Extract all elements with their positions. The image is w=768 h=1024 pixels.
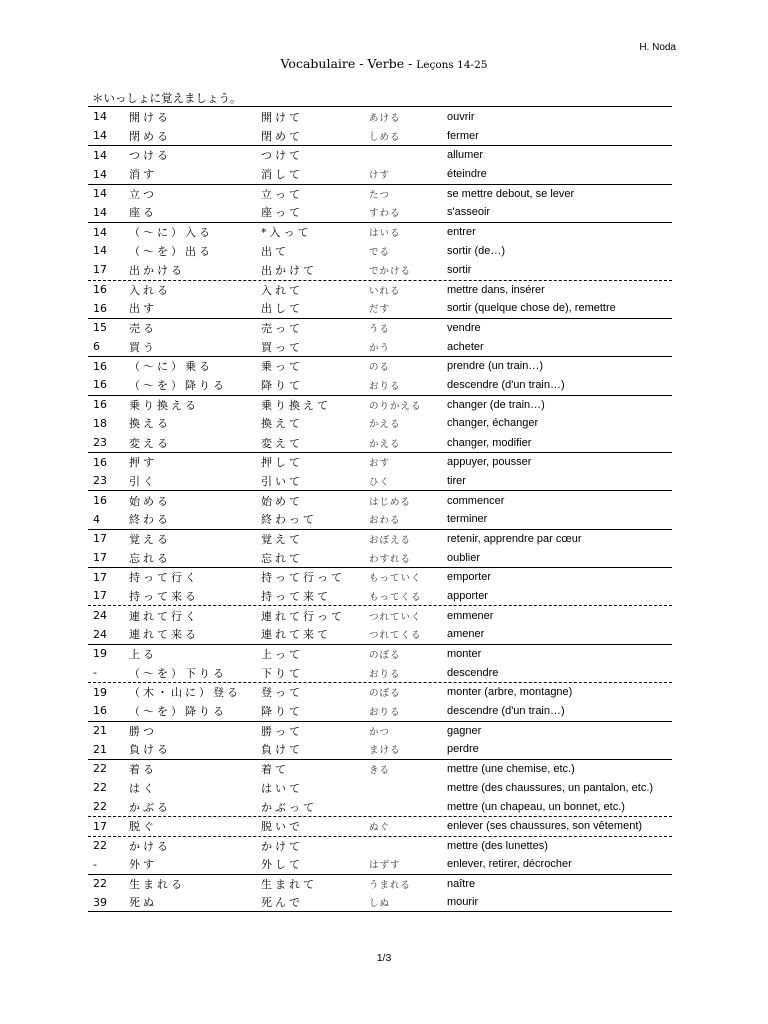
french-meaning: éteindre: [447, 168, 487, 181]
lesson-number: 17: [93, 570, 107, 584]
lesson-number: 14: [93, 129, 107, 143]
lesson-number: 16: [93, 494, 107, 508]
dictionary-form: 立つ: [129, 187, 157, 201]
french-meaning: changer, échanger: [447, 417, 539, 430]
te-form: 降りて: [261, 378, 303, 392]
french-meaning: fermer: [447, 129, 479, 142]
lesson-number: 17: [93, 263, 107, 277]
te-form: 引いて: [261, 474, 303, 488]
french-meaning: acheter: [447, 340, 484, 353]
french-meaning: retenir, apprendre par cœur: [447, 532, 582, 545]
dictionary-form: 忘れる: [129, 551, 171, 565]
table-row: [88, 663, 672, 682]
te-form: 生まれて: [261, 877, 317, 891]
kana-reading: おりる: [369, 668, 401, 680]
te-form: 持って行って: [261, 571, 345, 585]
dictionary-form: 乗り換える: [129, 398, 199, 412]
dictionary-form: （〜を）出る: [129, 244, 213, 258]
dictionary-form: 始める: [129, 494, 171, 508]
kana-reading: でる: [369, 246, 391, 258]
french-meaning: emmener: [447, 609, 494, 622]
lesson-number: 19: [93, 647, 107, 661]
lesson-number: 22: [93, 839, 107, 853]
lesson-number: 14: [93, 244, 107, 258]
lesson-number: 16: [93, 283, 107, 297]
lesson-number: 16: [93, 301, 107, 315]
table-row: [88, 318, 672, 337]
lesson-number: -: [93, 857, 97, 871]
table-row: [88, 586, 672, 605]
table-row: [88, 433, 672, 452]
french-meaning: gagner: [447, 724, 482, 737]
te-form: 出かけて: [261, 263, 317, 277]
dictionary-form: 持って行く: [129, 571, 199, 585]
dictionary-form: かぶる: [129, 800, 171, 814]
french-meaning: mourir: [447, 896, 479, 909]
te-form: 売って: [261, 321, 303, 335]
table-row: [88, 567, 672, 586]
table-row: [88, 759, 672, 778]
dictionary-form: 連れて行く: [129, 609, 199, 623]
french-meaning: vendre: [447, 321, 481, 334]
te-form: 消して: [261, 168, 303, 182]
lesson-number: 17: [93, 819, 107, 833]
te-form: 出て: [261, 244, 289, 258]
te-form: 立って: [261, 187, 303, 201]
lesson-number: 16: [93, 704, 107, 718]
table-row: [88, 337, 672, 356]
kana-reading: すわる: [369, 208, 401, 220]
table-row: [88, 375, 672, 394]
table-row: [88, 682, 672, 701]
te-form: 押して: [261, 456, 303, 470]
dictionary-form: 変える: [129, 436, 171, 450]
kana-reading: つれてくる: [369, 630, 422, 642]
french-meaning: enlever (ses chaussures, son vêtement): [447, 820, 643, 833]
te-form: 下りて: [261, 666, 303, 680]
table-row: [88, 548, 672, 567]
table-row: [88, 797, 672, 816]
te-form: 連れて来て: [261, 628, 331, 642]
page-title: [0, 56, 768, 71]
te-form: はいて: [261, 781, 303, 795]
te-form: 脱いで: [261, 820, 303, 834]
dictionary-form: 出かける: [129, 263, 185, 277]
table-row: [88, 145, 672, 164]
french-meaning: apporter: [447, 589, 488, 602]
te-form: 開けて: [261, 110, 303, 124]
te-form: 死んで: [261, 896, 303, 910]
kana-reading: かつ: [369, 726, 391, 738]
te-form: 終わって: [261, 513, 317, 527]
table-row: [88, 107, 672, 126]
table-row: [88, 855, 672, 874]
te-form: 買って: [261, 340, 303, 354]
te-form: 上って: [261, 647, 303, 661]
kana-reading: うる: [369, 323, 391, 335]
french-meaning: descendre (d'un train…): [447, 704, 565, 717]
te-form: *入って: [261, 226, 312, 240]
dictionary-form: 負ける: [129, 743, 171, 757]
lesson-number: 16: [93, 378, 107, 392]
dictionary-form: 押す: [129, 456, 157, 470]
title-main: Vocabulaire - Verbe -: [280, 56, 417, 71]
table-row: [88, 625, 672, 644]
kana-reading: のぼる: [369, 649, 401, 661]
french-meaning: monter: [447, 647, 482, 660]
dictionary-form: 生まれる: [129, 877, 185, 891]
table-row: [88, 126, 672, 145]
kana-reading: たつ: [369, 189, 391, 201]
table-row: [88, 893, 672, 912]
lesson-number: 18: [93, 416, 107, 430]
table-row: [88, 605, 672, 624]
kana-reading: かえる: [369, 438, 401, 450]
dictionary-form: （〜を）降りる: [129, 704, 227, 718]
kana-reading: はいる: [369, 228, 401, 240]
table-row: [88, 874, 672, 893]
lesson-number: 14: [93, 225, 107, 239]
lesson-number: 14: [93, 187, 107, 201]
french-meaning: oublier: [447, 551, 481, 564]
french-meaning: perdre: [447, 743, 479, 756]
french-meaning: mettre (des chaussures, un pantalon, etc.): [447, 781, 654, 794]
dictionary-form: （〜に）乗る: [129, 360, 213, 374]
dictionary-form: かける: [129, 839, 171, 853]
dictionary-form: 買う: [129, 340, 157, 354]
kana-reading: まける: [369, 745, 401, 757]
kana-reading: つれていく: [369, 611, 422, 623]
kana-reading: おす: [369, 458, 391, 470]
vocabulary-table: [88, 106, 672, 912]
lesson-number: 14: [93, 110, 107, 124]
french-meaning: commencer: [447, 494, 505, 507]
table-row: [88, 644, 672, 663]
table-row: [88, 280, 672, 299]
kana-reading: でかける: [369, 265, 412, 277]
dictionary-form: 覚える: [129, 532, 171, 546]
french-meaning: emporter: [447, 571, 492, 584]
te-form: かけて: [261, 839, 303, 853]
kana-reading: きる: [369, 764, 391, 776]
table-row: [88, 778, 672, 797]
lesson-number: 39: [93, 895, 107, 909]
table-row: [88, 299, 672, 318]
dictionary-form: （〜を）降りる: [129, 378, 227, 392]
lesson-number: 4: [93, 512, 100, 526]
dictionary-form: つける: [129, 149, 171, 163]
intro-note: ＊いっしょに覚えましょう。: [92, 91, 242, 105]
te-form: 変えて: [261, 436, 303, 450]
dictionary-form: 入れる: [129, 283, 171, 297]
french-meaning: entrer: [447, 226, 476, 239]
lesson-number: 17: [93, 532, 107, 546]
kana-reading: もってくる: [369, 591, 422, 603]
title-lessons: Leçons 14-25: [416, 59, 488, 71]
lesson-number: 24: [93, 627, 107, 641]
dictionary-form: 外す: [129, 858, 157, 872]
kana-reading: もっていく: [369, 573, 422, 585]
dictionary-form: 連れて来る: [129, 628, 199, 642]
dictionary-form: 売る: [129, 321, 157, 335]
kana-reading: おりる: [369, 380, 401, 392]
lesson-number: 24: [93, 609, 107, 623]
table-row: [88, 529, 672, 548]
te-form: 着て: [261, 762, 289, 776]
kana-reading: かえる: [369, 419, 401, 431]
lesson-number: -: [93, 666, 97, 680]
french-meaning: mettre dans, insérer: [447, 283, 545, 296]
dictionary-form: 終わる: [129, 513, 171, 527]
kana-reading: ぬぐ: [369, 822, 391, 834]
table-row: [88, 816, 672, 835]
table-row: [88, 260, 672, 279]
te-form: 忘れて: [261, 551, 303, 565]
dictionary-form: （木・山に）登る: [129, 686, 241, 700]
dictionary-form: （〜を）下りる: [129, 666, 227, 680]
lesson-number: 21: [93, 724, 107, 738]
kana-reading: ひく: [369, 476, 391, 488]
lesson-number: 22: [93, 877, 107, 891]
french-meaning: descendre (d'un train…): [447, 378, 565, 391]
french-meaning: appuyer, pousser: [447, 456, 532, 469]
kana-reading: のる: [369, 362, 391, 374]
table-row: [88, 490, 672, 509]
table-row: [88, 452, 672, 471]
te-form: 負けて: [261, 743, 303, 757]
kana-reading: うまれる: [369, 879, 412, 891]
dictionary-form: 勝つ: [129, 724, 157, 738]
dictionary-form: 出す: [129, 302, 157, 316]
kana-reading: けす: [369, 170, 391, 182]
kana-reading: のりかえる: [369, 400, 422, 412]
te-form: 外して: [261, 858, 303, 872]
lesson-number: 16: [93, 398, 107, 412]
french-meaning: se mettre debout, se lever: [447, 187, 575, 200]
table-row: [88, 471, 672, 490]
table-row: [88, 222, 672, 241]
dictionary-form: （〜に）入る: [129, 226, 213, 240]
kana-reading: はずす: [369, 860, 401, 872]
kana-reading: あける: [369, 112, 401, 124]
dictionary-form: 消す: [129, 168, 157, 182]
lesson-number: 23: [93, 474, 107, 488]
te-form: かぶって: [261, 800, 317, 814]
page-number: 1/3: [376, 952, 392, 964]
french-meaning: tirer: [447, 474, 466, 487]
table-row: [88, 701, 672, 720]
kana-reading: しぬ: [369, 898, 391, 910]
te-form: 降りて: [261, 704, 303, 718]
french-meaning: allumer: [447, 149, 484, 162]
te-form: 始めて: [261, 494, 303, 508]
te-form: 勝って: [261, 724, 303, 738]
french-meaning: sortir (de…): [447, 244, 506, 257]
te-form: 連れて行って: [261, 609, 345, 623]
french-meaning: terminer: [447, 513, 488, 526]
french-meaning: s'asseoir: [447, 206, 491, 219]
lesson-number: 17: [93, 589, 107, 603]
french-meaning: changer, modifier: [447, 436, 532, 449]
table-row: [88, 165, 672, 184]
table-row: [88, 740, 672, 759]
lesson-number: 22: [93, 800, 107, 814]
lesson-number: 21: [93, 742, 107, 756]
french-meaning: changer (de train…): [447, 398, 545, 411]
te-form: 座って: [261, 206, 303, 220]
te-form: 入れて: [261, 283, 303, 297]
lesson-number: 17: [93, 551, 107, 565]
lesson-number: 22: [93, 781, 107, 795]
french-meaning: ouvrir: [447, 110, 475, 123]
te-form: 登って: [261, 686, 303, 700]
author-name: H. Noda: [639, 42, 676, 53]
dictionary-form: 閉める: [129, 129, 171, 143]
dictionary-form: 持って来る: [129, 589, 199, 603]
french-meaning: mettre (un chapeau, un bonnet, etc.): [447, 800, 625, 813]
kana-reading: はじめる: [369, 496, 412, 508]
te-form: 換えて: [261, 417, 303, 431]
lesson-number: 15: [93, 321, 107, 335]
dictionary-form: 着る: [129, 762, 157, 776]
lesson-number: 23: [93, 436, 107, 449]
kana-reading: おぼえる: [369, 534, 412, 546]
te-form: 閉めて: [261, 129, 303, 143]
lesson-number: 16: [93, 455, 107, 469]
lesson-number: 14: [93, 148, 107, 162]
table-row: [88, 395, 672, 414]
french-meaning: prendre (un train…): [447, 360, 543, 373]
te-form: 乗り換えて: [261, 398, 331, 412]
te-form: 出して: [261, 302, 303, 316]
te-form: つけて: [261, 149, 303, 163]
french-meaning: descendre: [447, 666, 499, 679]
french-meaning: monter (arbre, montagne): [447, 686, 573, 699]
dictionary-form: はく: [129, 781, 157, 795]
kana-reading: かう: [369, 342, 391, 354]
dictionary-form: 上る: [129, 647, 157, 661]
lesson-number: 14: [93, 167, 107, 181]
te-form: 乗って: [261, 360, 303, 374]
dictionary-form: 死ぬ: [129, 896, 157, 910]
te-form: 覚えて: [261, 532, 303, 546]
table-row: [88, 203, 672, 222]
kana-reading: だす: [369, 304, 391, 316]
table-row: [88, 510, 672, 529]
kana-reading: おわる: [369, 515, 401, 527]
te-form: 持って来て: [261, 589, 331, 603]
dictionary-form: 脱ぐ: [129, 820, 157, 834]
dictionary-form: 引く: [129, 474, 157, 488]
french-meaning: amener: [447, 628, 485, 641]
lesson-number: 16: [93, 359, 107, 373]
lesson-number: 6: [93, 340, 100, 354]
kana-reading: おりる: [369, 706, 401, 718]
table-row: [88, 184, 672, 203]
kana-reading: しめる: [369, 131, 401, 143]
french-meaning: naître: [447, 877, 476, 890]
french-meaning: enlever, retirer, décrocher: [447, 858, 572, 871]
table-row: [88, 356, 672, 375]
french-meaning: sortir: [447, 263, 472, 276]
table-row: [88, 241, 672, 260]
table-row: [88, 836, 672, 855]
table-row: [88, 414, 672, 433]
french-meaning: mettre (des lunettes): [447, 839, 548, 852]
kana-reading: いれる: [369, 285, 401, 297]
french-meaning: mettre (une chemise, etc.): [447, 762, 575, 775]
kana-reading: のぼる: [369, 688, 401, 700]
kana-reading: わすれる: [369, 553, 412, 565]
lesson-number: 14: [93, 205, 107, 219]
lesson-number: 22: [93, 762, 107, 776]
lesson-number: 19: [93, 685, 107, 699]
dictionary-form: 換える: [129, 417, 171, 431]
table-row: [88, 721, 672, 740]
dictionary-form: 開ける: [129, 110, 171, 124]
french-meaning: sortir (quelque chose de), remettre: [447, 302, 616, 315]
dictionary-form: 座る: [129, 206, 157, 220]
